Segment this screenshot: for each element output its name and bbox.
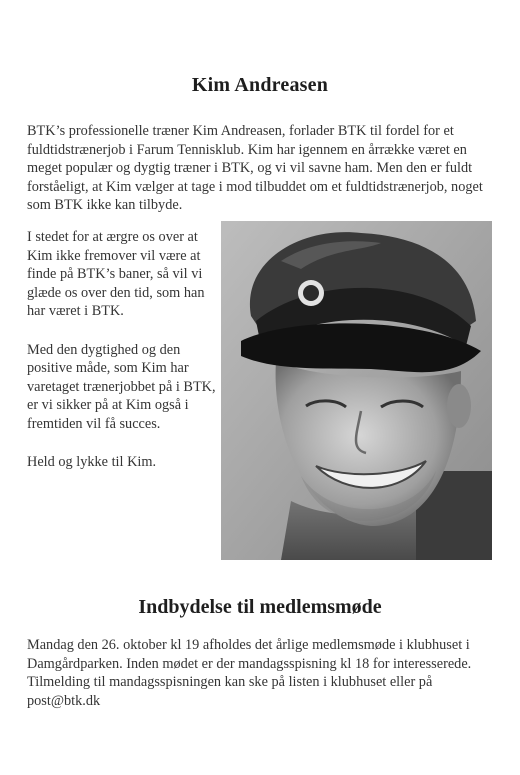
article-paragraph-2: Med den dygtighed og den positive måde, som Kim har varetaget trænerjobbet på i BTK, er vi sikker på at Kim også i fremtiden vil få succes. <box>27 341 216 432</box>
portrait-illustration <box>221 221 492 560</box>
article-paragraph-1: I stedet for at ærgre os over at Kim ikke fremover vil være at finde på BTK’s baner, så vil vi glæde os over den tid, som han har været i BTK. <box>27 229 205 319</box>
invitation-body <box>27 636 502 710</box>
article-left-column <box>27 228 225 492</box>
intro-paragraph: BTK’s professionelle træner Kim Andreasen, forlader BTK til fordel for et fuldtidstrænerjob i Farum Tennisklub. Kim har igennem en årrække været en meget populær og dygtig træner i BTK, og vi vil savne ham. Men den er fuldt forståeligt, at Kim vælger at tage i mod tilbuddet om et fuldtidstrænerjob, noget som BTK ikke kan tilbyde. <box>27 123 483 213</box>
article-intro <box>27 122 497 215</box>
invitation-title: Indbydelse til medlemsmøde <box>138 596 382 618</box>
article-paragraph-3: Held og lykke til Kim. <box>27 454 157 470</box>
article-title: Kim Andreasen <box>191 74 329 96</box>
portrait-photo <box>221 221 492 560</box>
invitation-paragraph: Mandag den 26. oktober kl 19 afholdes det årlige medlemsmøde i klubhuset i Damgårdparken. Inden mødet er der mandagsspisning kl 18 for interesserede. Tilmelding til mandagsspisningen kan ske på listen i klubhuset eller på post@btk.dk <box>27 637 472 709</box>
